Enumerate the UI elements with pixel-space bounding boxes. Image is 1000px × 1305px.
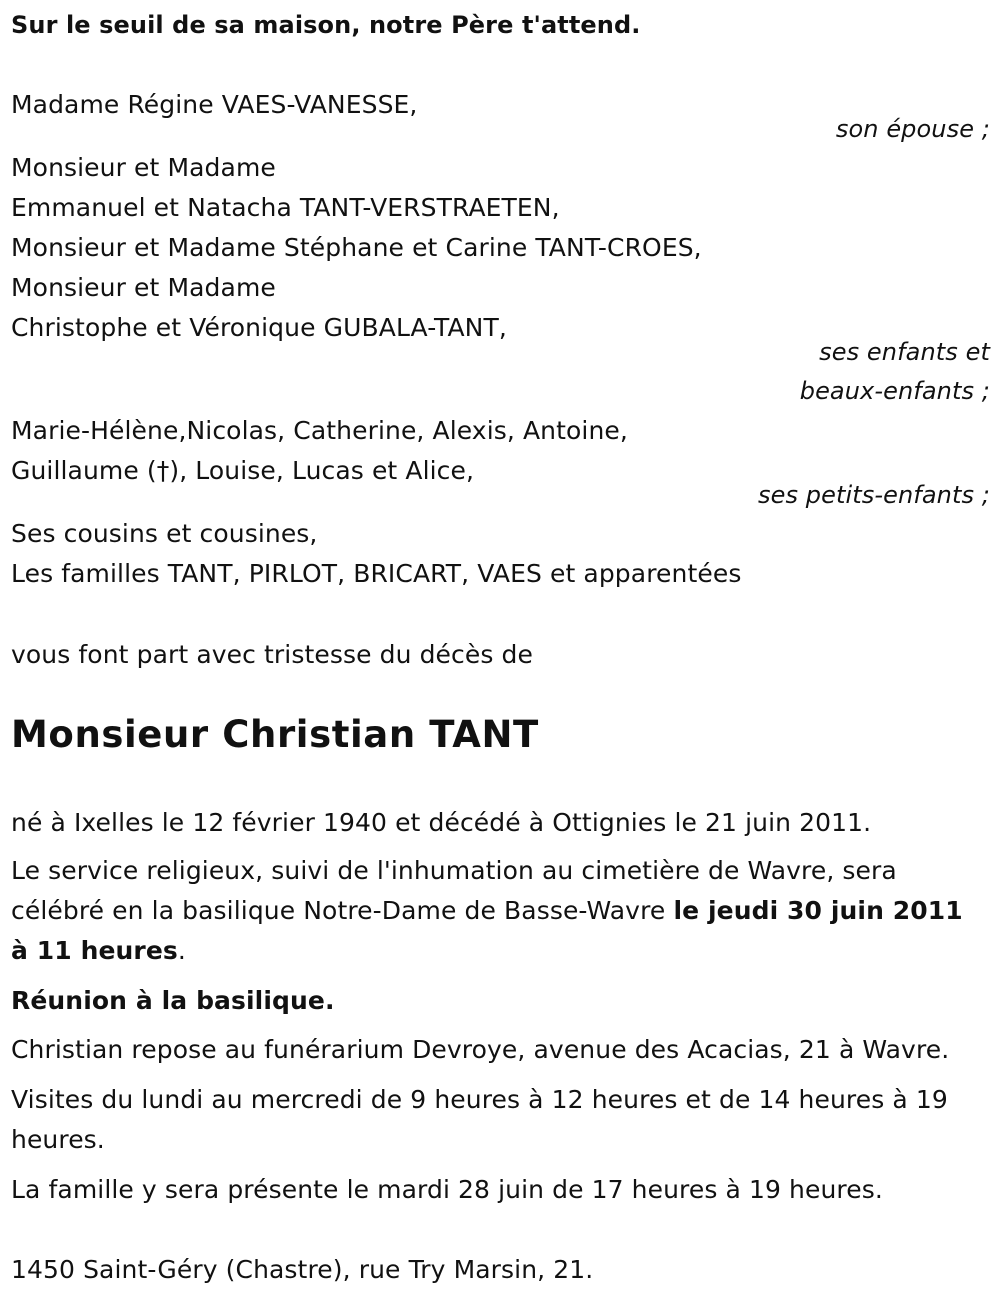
service-end-punct: . <box>177 936 186 965</box>
motto: Sur le seuil de sa maison, notre Père t'attend. <box>11 11 641 39</box>
announcement: vous font part avec tristesse du décès de <box>11 640 533 669</box>
children-role-line-2: beaux-enfants ; <box>799 377 990 405</box>
relatives-line-1: Ses cousins et cousines, <box>11 519 318 548</box>
service-church: célébré en la basilique Notre-Dame de Basse-Wavre <box>11 896 674 925</box>
relatives-line-2: Les familles TANT, PIRLOT, BRICART, VAES et apparentées <box>11 559 742 588</box>
service-line-3 <box>11 936 186 966</box>
birth-death: né à Ixelles le 12 février 1940 et décédé à Ottignies le 21 juin 2011. <box>11 808 872 837</box>
visits-line-2: heures. <box>11 1125 105 1154</box>
visits-line-1: Visites du lundi au mercredi de 9 heures à 12 heures et de 14 heures à 19 <box>11 1085 948 1114</box>
children-line-4: Monsieur et Madame <box>11 273 276 302</box>
family-presence: La famille y sera présente le mardi 28 juin de 17 heures à 19 heures. <box>11 1175 883 1204</box>
grandchildren-line-1: Marie-Hélène,Nicolas, Catherine, Alexis, Antoine, <box>11 416 628 445</box>
spouse-name: Madame Régine VAES-VANESSE, <box>11 90 418 119</box>
address: 1450 Saint-Géry (Chastre), rue Try Marsin, 21. <box>11 1255 594 1284</box>
service-line-2 <box>11 896 963 926</box>
children-line-5: Christophe et Véronique GUBALA-TANT, <box>11 313 507 342</box>
reunion: Réunion à la basilique. <box>11 986 335 1015</box>
children-line-2: Emmanuel et Natacha TANT-VERSTRAETEN, <box>11 193 560 222</box>
spouse-role: son épouse ; <box>835 115 990 143</box>
deceased-name: Monsieur Christian TANT <box>11 713 539 756</box>
grandchildren-role: ses petits-enfants ; <box>757 481 990 509</box>
grandchildren-line-2: Guillaume (†), Louise, Lucas et Alice, <box>11 456 475 485</box>
rest-location: Christian repose au funérarium Devroye, avenue des Acacias, 21 à Wavre. <box>11 1035 950 1064</box>
children-line-3: Monsieur et Madame Stéphane et Carine TANT-CROES, <box>11 233 702 262</box>
service-line-1: Le service religieux, suivi de l'inhumation au cimetière de Wavre, sera <box>11 856 897 885</box>
children-line-1: Monsieur et Madame <box>11 153 276 182</box>
service-time: à 11 heures <box>11 936 178 965</box>
service-date: le jeudi 30 juin 2011 <box>673 896 963 925</box>
children-role-line-1: ses enfants et <box>819 338 990 366</box>
